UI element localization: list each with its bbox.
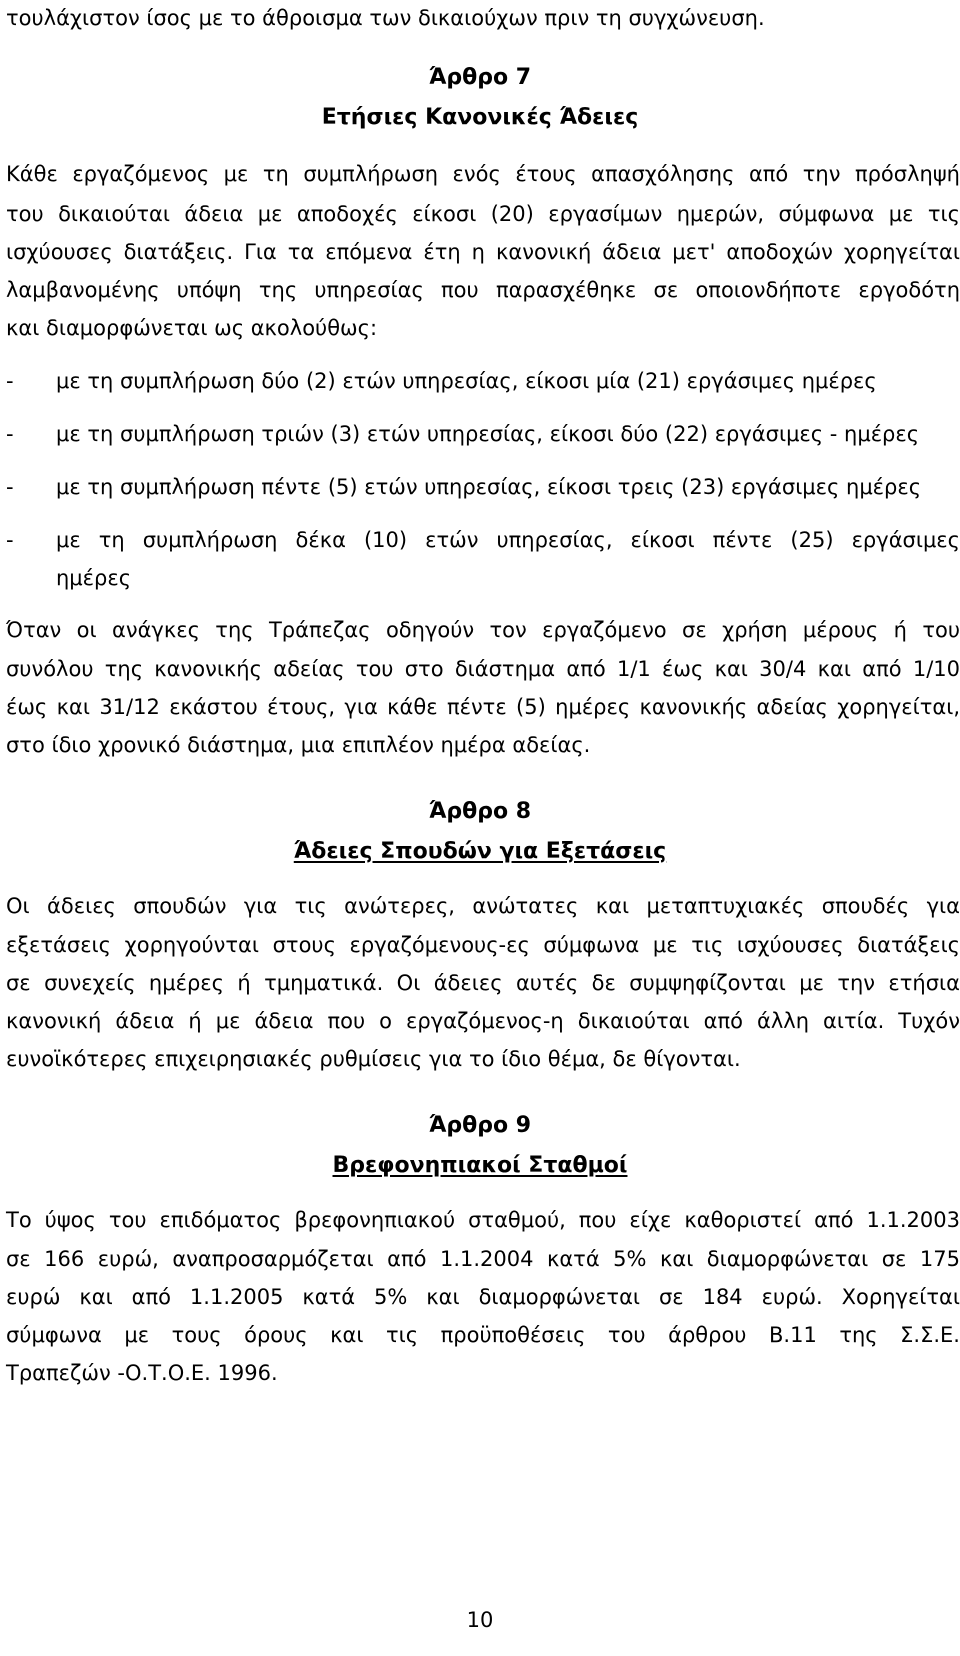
dash-marker: - <box>6 422 14 446</box>
article-9-para-line: σύμφωνα με τους όρους και τις προϋποθέσεις του άρθρου Β.11 της Σ.Σ.Ε. <box>6 1323 960 1347</box>
article-9-para-line: ευρώ και από 1.1.2005 κατά 5% και διαμορφώνεται σε 184 ευρώ. Χορηγείται <box>6 1285 960 1309</box>
list-item <box>6 473 960 501</box>
article-7-para1-line: ισχύουσες διατάξεις. Για τα επόμενα έτη η κανονική άδεια μετ' αποδοχών χορηγείται <box>6 240 960 264</box>
article-9-para-line: Το ύψος του επιδόματος βρεφονηπιακού σταθμού, που είχε καθοριστεί από 1.1.2003 <box>6 1208 960 1232</box>
article-7-para2-line: συνόλου της κανονικής αδείας του στο διάστημα από 1/1 έως και 30/4 και από 1/10 <box>6 657 960 681</box>
list-item <box>6 526 960 554</box>
article-7-para1-line: και διαμορφώνεται ως ακολούθως: <box>6 316 378 340</box>
article-9-para-line: σε 166 ευρώ, αναπροσαρμόζεται από 1.1.2004 κατά 5% και διαμορφώνεται σε 175 <box>6 1247 960 1271</box>
article-7-para1-line: του δικαιούται άδεια με αποδοχές είκοσι (20) εργασίμων ημερών, σύμφωνα με τις <box>6 202 960 226</box>
article-8-para-line: Οι άδειες σπουδών για τις ανώτερες, ανώτατες και μεταπτυχιακές σπουδές για <box>6 894 960 918</box>
article-8-title <box>0 837 960 867</box>
dash-marker: - <box>6 475 14 499</box>
article-9-title <box>0 1151 960 1181</box>
article-7-para2-line: Όταν οι ανάγκες της Τράπεζας οδηγούν τον εργαζόμενο σε χρήση μέρους ή του <box>6 618 960 642</box>
list-item-text: με τη συμπλήρωση δύο (2) ετών υπηρεσίας, είκοσι μία (21) εργάσιμες ημέρες <box>56 369 877 393</box>
article-7-title: Ετήσιες Κανονικές Άδειες <box>321 105 639 130</box>
article-8-para-line: κανονική άδεια ή με άδεια που ο εργαζόμενος-η δικαιούται από άλλη αιτία. Τυχόν <box>6 1009 960 1033</box>
article-7-para2-line: έως και 31/12 εκάστου έτους, για κάθε πέντε (5) ημέρες κανονικής αδείας χορηγείται, <box>6 695 960 719</box>
article-8-para-line: ευνοϊκότερες επιχειρησιακές ρυθμίσεις για το ίδιο θέμα, δε θίγονται. <box>6 1047 741 1071</box>
article-7-para1-line: Κάθε εργαζόμενος με τη συμπλήρωση ενός έτους απασχόλησης από την πρόσληψή <box>6 162 960 186</box>
article-7-number: Άρθρο 7 <box>428 65 532 90</box>
article-7-para1-line: λαμβανομένης υπόψη της υπηρεσίας που παρασχέθηκε σε οποιονδήποτε εργοδότη <box>6 278 960 302</box>
article-8-para-line: εξετάσεις χορηγούνται στους εργαζόμενους-ες σύμφωνα με τις ισχύουσες διατάξεις <box>6 933 960 957</box>
list-item-text: με τη συμπλήρωση πέντε (5) ετών υπηρεσίας, είκοσι τρεις (23) εργάσιμες ημέρες <box>56 475 922 499</box>
list-item-text: με τη συμπλήρωση δέκα (10) ετών υπηρεσίας, είκοσι πέντε (25) εργάσιμες <box>56 528 960 552</box>
dash-marker: - <box>6 528 14 552</box>
continuation-line: τουλάχιστον ίσος με το άθροισμα των δικαιούχων πριν τη συγχώνευση. <box>6 6 765 30</box>
dash-marker: - <box>6 369 14 393</box>
article-7-para2-line: στο ίδιο χρονικό διάστημα, μια επιπλέον ημέρα αδείας. <box>6 733 591 757</box>
article-8-number: Άρθρο 8 <box>428 799 532 824</box>
article-9-para-line: Τραπεζών -Ο.Τ.Ο.Ε. 1996. <box>6 1361 278 1385</box>
article-8-para-line: σε συνεχείς ημέρες ή τμηματικά. Οι άδειες αυτές δε συμψηφίζονται με την ετήσια <box>6 971 960 995</box>
article-9-title-text: Βρεφονηπιακοί Σταθμοί <box>332 1153 628 1178</box>
list-item <box>6 420 960 448</box>
article-8-title-text: Άδειες Σπουδών για Εξετάσεις <box>293 839 667 864</box>
page-number: 10 <box>466 1608 494 1632</box>
list-item-text: με τη συμπλήρωση τριών (3) ετών υπηρεσίας, είκοσι δύο (22) εργάσιμες - ημέρες <box>56 422 920 446</box>
list-item <box>6 367 960 395</box>
list-item-continuation: ημέρες <box>56 566 132 590</box>
article-9-number: Άρθρο 9 <box>428 1113 532 1138</box>
